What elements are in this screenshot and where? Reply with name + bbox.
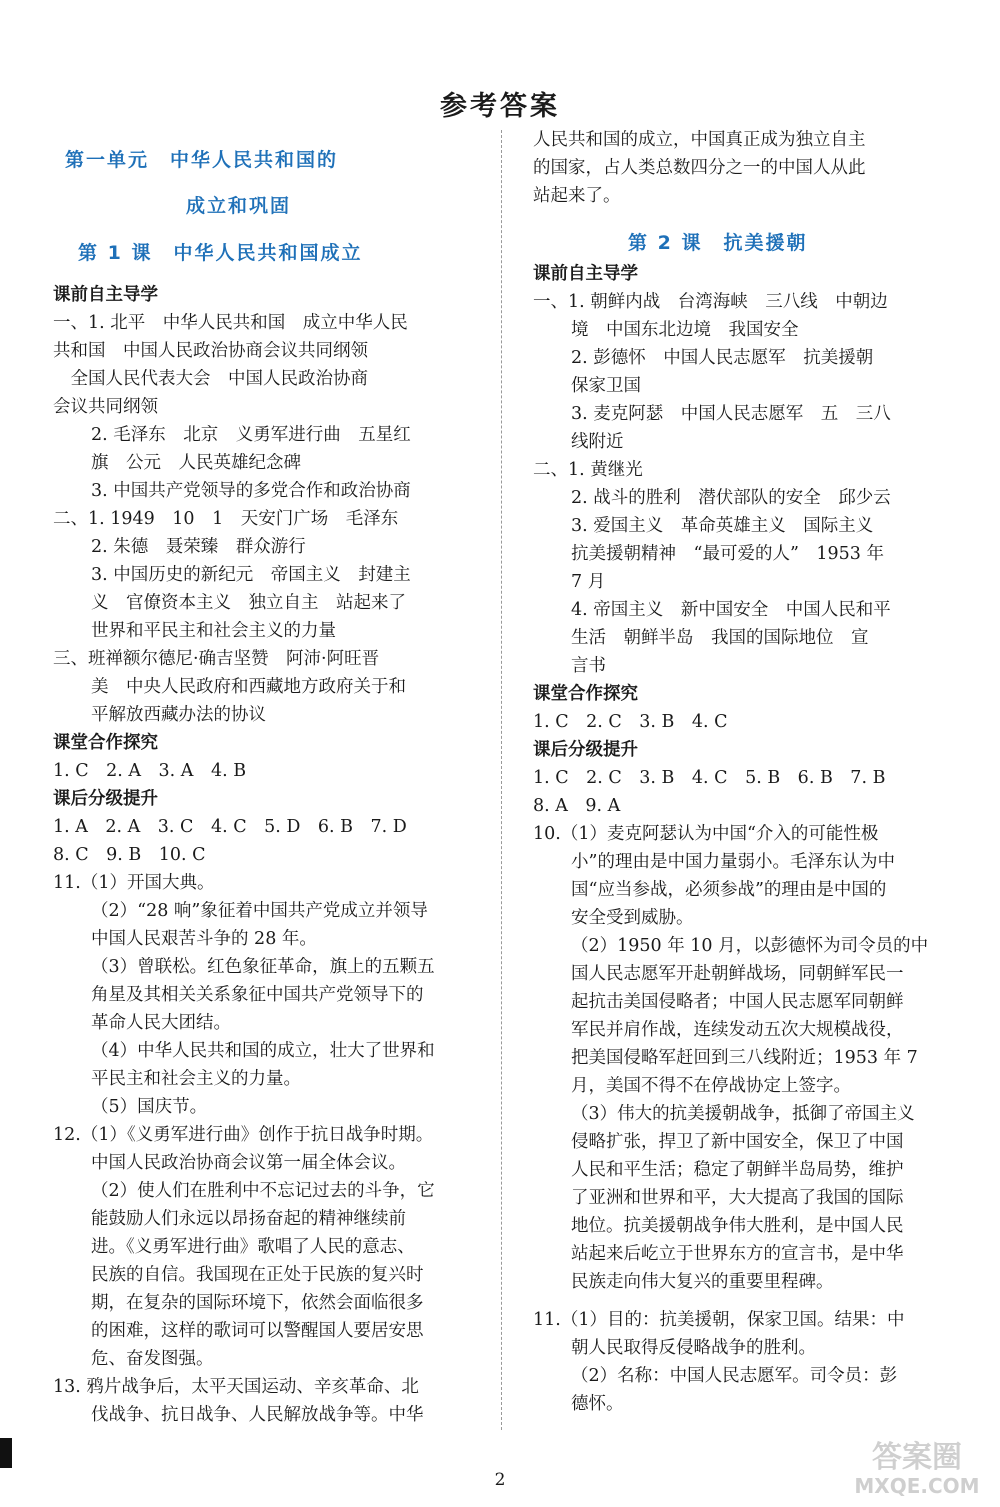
left-line: 二、1. 1949 10 1 天安门广场 毛泽东: [53, 509, 399, 529]
right-line: 课前自主导学: [533, 264, 638, 284]
left-line: 1. A 2. A 3. C 4. C 5. D 6. B 7. D: [53, 817, 407, 837]
right-line: 军民并肩作战，连续发动五次大规模战役，: [571, 1020, 904, 1040]
left-line: 2. 毛泽东 北京 义勇军进行曲 五星红: [91, 425, 411, 445]
right-line: 1. C 2. C 3. B 4. C 5. B 6. B 7. B: [533, 768, 886, 788]
left-line: （2）“28 响”象征着中国共产党成立并领导: [91, 901, 428, 921]
right-line: （2）名称：中国人民志愿军。司令员：彭: [571, 1366, 898, 1386]
right-line: 课堂合作探究: [533, 684, 638, 704]
left-line: 平解放西藏办法的协议: [91, 705, 266, 725]
lesson-1-title: 第 1 课 中华人民共和国成立: [78, 242, 363, 264]
right-line: 了亚洲和世界和平，大大提高了我国的国际: [571, 1188, 904, 1208]
right-line: 国“应当参战，必须参战”的理由是中国的: [571, 880, 887, 900]
right-line: 站起来了。: [533, 186, 621, 206]
left-line: 12.（1）《义勇军进行曲》创作于抗日战争时期。: [53, 1125, 434, 1145]
lesson-2-title: 第 2 课 抗美援朝: [628, 232, 808, 254]
left-line: 世界和平民主和社会主义的力量: [91, 621, 336, 641]
left-line: 伐战争、抗日战争、人民解放战争等。中华: [91, 1405, 424, 1425]
left-line: 全国人民代表大会 中国人民政治协商: [53, 369, 368, 389]
left-line: 义 官僚资本主义 独立自主 站起来了: [91, 593, 406, 613]
right-line: 境 中国东北边境 我国安全: [571, 320, 799, 340]
unit-title-line-2: 成立和巩固: [186, 195, 292, 217]
left-line: 期，在复杂的国际环境下，依然会面临很多: [91, 1293, 424, 1313]
right-line: 3. 爱国主义 革命英雄主义 国际主义: [571, 516, 874, 536]
edge-marker: [0, 1438, 12, 1468]
right-line: 月，美国不得不在停战协定上签字。: [571, 1076, 851, 1096]
left-line: 8. C 9. B 10. C: [53, 845, 206, 865]
right-line: 人民和平生活；稳定了朝鲜半岛局势，维护: [571, 1160, 904, 1180]
right-line: 2. 彭德怀 中国人民志愿军 抗美援朝: [571, 348, 874, 368]
right-line: 保家卫国: [571, 376, 641, 396]
left-line: 危、奋发图强。: [91, 1349, 214, 1369]
right-line: 2. 战斗的胜利 潜伏部队的安全 邱少云: [571, 488, 891, 508]
right-line: 小”的理由是中国力量弱小。毛泽东认为中: [571, 852, 895, 872]
right-line: 言书: [571, 656, 606, 676]
left-line: （3）曾联松。红色象征革命，旗上的五颗五: [91, 957, 435, 977]
left-line: 课前自主导学: [53, 285, 158, 305]
left-line: 3. 中国共产党领导的多党合作和政治协商: [91, 481, 411, 501]
right-line: 的国家，占人类总数四分之一的中国人从此: [533, 158, 866, 178]
left-line: 2. 朱德 聂荣臻 群众游行: [91, 537, 306, 557]
left-line: 1. C 2. A 3. A 4. B: [53, 761, 247, 781]
left-line: 的困难，这样的歌词可以警醒国人要居安思: [91, 1321, 424, 1341]
watermark-text: 答案圈: [872, 1440, 962, 1475]
right-line: 生活 朝鲜半岛 我国的国际地位 宣: [571, 628, 869, 648]
right-line: 1. C 2. C 3. B 4. C: [533, 712, 728, 732]
left-line: 进。《义勇军进行曲》歌唱了人民的意志、: [91, 1237, 415, 1257]
right-line: 人民共和国的成立，中国真正成为独立自主: [533, 130, 866, 150]
right-line: 一、1. 朝鲜内战 台湾海峡 三八线 中朝边: [533, 292, 888, 312]
right-line: 民族走向伟大复兴的重要里程碑。: [571, 1272, 834, 1292]
left-line: 3. 中国历史的新纪元 帝国主义 封建主: [91, 565, 411, 585]
right-line: 7 月: [571, 572, 606, 592]
left-line: 课堂合作探究: [53, 733, 158, 753]
left-line: 革命人民大团结。: [91, 1013, 231, 1033]
left-line: 中国人民艰苦斗争的 28 年。: [91, 929, 317, 949]
left-line: 课后分级提升: [53, 789, 158, 809]
left-line: 中国人民政治协商会议第一届全体会议。: [91, 1153, 406, 1173]
right-line: （3）伟大的抗美援朝战争，抵御了帝国主义: [571, 1104, 915, 1124]
unit-title-line-1: 第一单元 中华人民共和国的: [65, 149, 339, 171]
right-line: 地位。抗美援朝战争伟大胜利，是中国人民: [571, 1216, 904, 1236]
watermark-url: MXQE.COM: [854, 1474, 980, 1498]
page-title: 参考答案: [440, 91, 560, 122]
left-line: （4）中华人民共和国的成立，壮大了世界和: [91, 1041, 435, 1061]
right-line: 站起来后屹立于世界东方的宣言书，是中华: [571, 1244, 904, 1264]
left-line: 三、班禅额尔德尼·确吉坚赞 阿沛·阿旺晋: [53, 649, 380, 669]
left-line: 角星及其相关关系象征中国共产党领导下的: [91, 985, 424, 1005]
left-line: 一、1. 北平 中华人民共和国 成立中华人民: [53, 313, 408, 333]
right-line: 抗美援朝精神 “最可爱的人” 1953 年: [571, 544, 884, 564]
watermark-logo: [842, 1431, 992, 1501]
left-line: （5）国庆节。: [91, 1097, 208, 1117]
page-number: 2: [494, 1470, 506, 1490]
left-line: 能鼓励人们永远以昂扬奋起的精神继续前: [91, 1209, 406, 1229]
right-line: 安全受到威胁。: [571, 908, 694, 928]
column-divider: [501, 130, 502, 1430]
right-line: 10.（1）麦克阿瑟认为中国“介入的可能性极: [533, 824, 879, 844]
right-line: 德怀。: [571, 1394, 624, 1414]
right-line: 4. 帝国主义 新中国安全 中国人民和平: [571, 600, 891, 620]
left-line: （2）使人们在胜利中不忘记过去的斗争，它: [91, 1181, 435, 1201]
left-line: 美 中央人民政府和西藏地方政府关于和: [91, 677, 406, 697]
right-line: 线附近: [571, 432, 624, 452]
right-line: 国人民志愿军开赴朝鲜战场，同朝鲜军民一: [571, 964, 904, 984]
right-line: 二、1. 黄继光: [533, 460, 643, 480]
right-line: 11.（1）目的：抗美援朝，保家卫国。结果：中: [533, 1310, 905, 1330]
right-line: 起抗击美国侵略者；中国人民志愿军同朝鲜: [571, 992, 904, 1012]
left-line: 旗 公元 人民英雄纪念碑: [91, 453, 301, 473]
left-line: 会议共同纲领: [53, 397, 158, 417]
right-line: 朝人民取得反侵略战争的胜利。: [571, 1338, 816, 1358]
left-line: 13. 鸦片战争后，太平天国运动、辛亥革命、北: [53, 1377, 419, 1397]
right-line: 侵略扩张，捍卫了新中国安全，保卫了中国: [571, 1132, 904, 1152]
right-line: 把美国侵略军赶回到三八线附近；1953 年 7: [571, 1048, 918, 1068]
right-line: 3. 麦克阿瑟 中国人民志愿军 五 三八: [571, 404, 891, 424]
left-line: 平民主和社会主义的力量。: [91, 1069, 301, 1089]
left-line: 共和国 中国人民政治协商会议共同纲领: [53, 341, 368, 361]
left-line: 11.（1）开国大典。: [53, 873, 215, 893]
left-line: 民族的自信。我国现在正处于民族的复兴时: [91, 1265, 424, 1285]
right-line: 课后分级提升: [533, 740, 638, 760]
right-line: （2）1950 年 10 月，以彭德怀为司令员的中: [571, 936, 929, 956]
right-line: 8. A 9. A: [533, 796, 621, 816]
